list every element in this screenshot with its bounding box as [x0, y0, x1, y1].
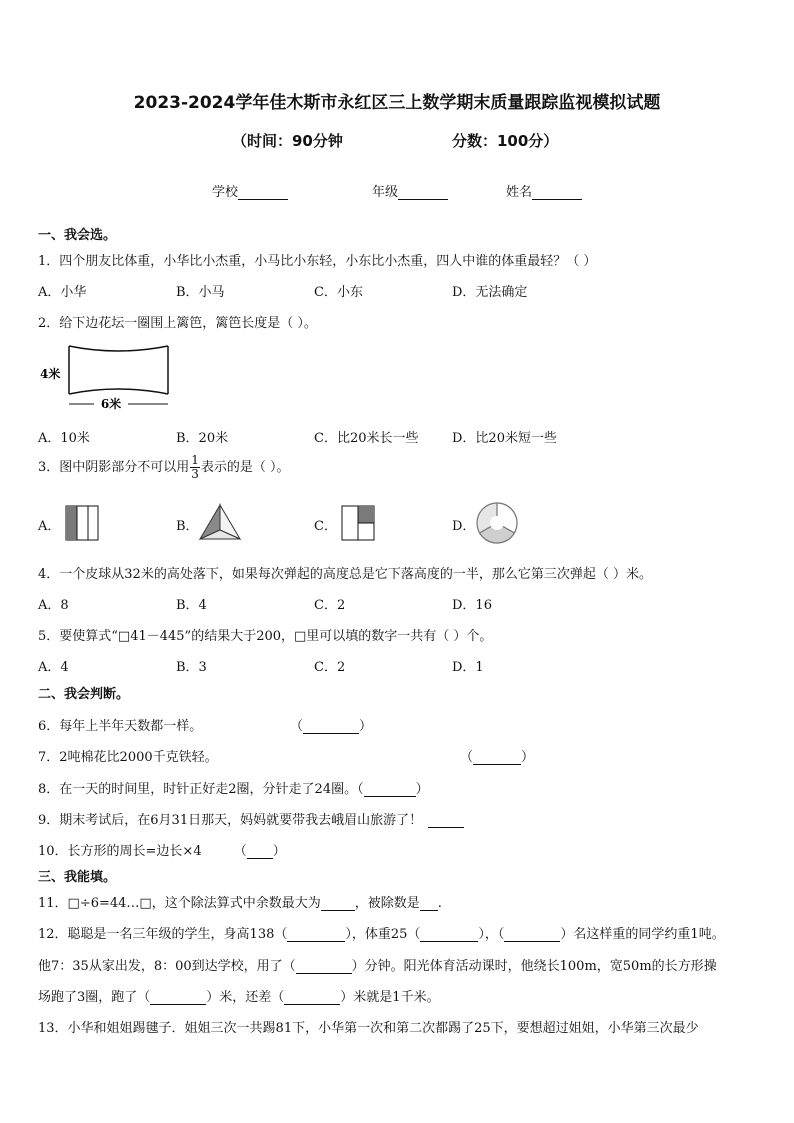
fig-width-label: 6米	[100, 397, 122, 411]
q1-option-c[interactable]: C．小东	[314, 285, 363, 300]
q12-blank-minutes[interactable]	[296, 961, 352, 974]
section2-title: 二、我会判断。	[38, 687, 130, 702]
q3-figure-c	[340, 505, 376, 541]
q6-answer-blank[interactable]: （ ）	[290, 719, 373, 734]
name-line[interactable]	[532, 185, 582, 200]
q10-answer-blank[interactable]: （ ）	[233, 844, 286, 859]
q3-option-a[interactable]: A．	[38, 519, 61, 534]
grade-field[interactable]	[372, 181, 448, 200]
exam-time: （时间：90分钟	[232, 132, 343, 150]
question-3	[38, 454, 290, 481]
q5-option-b[interactable]: B．3	[176, 660, 207, 675]
q3-option-d[interactable]: D．	[452, 519, 476, 534]
shaded-quarter	[358, 506, 374, 523]
question-10: 10．长方形的周长=边长×4 （ ）	[38, 844, 286, 859]
q3-figure-a	[64, 505, 100, 541]
school-label: 学校	[212, 185, 239, 200]
q3-option-c[interactable]: C．	[314, 519, 337, 534]
school-field[interactable]	[212, 181, 288, 200]
q5-option-c[interactable]: C．2	[314, 660, 346, 675]
q12-blank-distance[interactable]	[150, 992, 206, 1005]
q7-answer-blank[interactable]: （ ）	[460, 750, 535, 765]
q2-option-a[interactable]: A．10米	[38, 431, 90, 446]
flowerbed-figure	[38, 338, 178, 414]
q12-blank-remaining[interactable]	[284, 992, 340, 1005]
question-13: 13．小华和姐姐踢毽子．姐姐三次一共踢81下，小华第一次和第二次都踢了25下，要想超过姐姐，小华第三次最少	[38, 1021, 699, 1036]
name-label: 姓名	[506, 185, 533, 200]
q3-figure-b	[196, 503, 244, 543]
question-5: 5．要使算式“□41－445”的结果大于200，□里可以填的数字一共有（ ）个。	[38, 629, 493, 644]
fraction-numerator: 1	[191, 453, 199, 467]
q5-option-d[interactable]: D．1	[452, 660, 484, 675]
question-9: 9．期末考试后，在6月31日那天，妈妈就要带我去峨眉山旅游了！	[38, 809, 464, 828]
one-third-fraction	[190, 454, 200, 481]
q3-figure-d	[474, 500, 520, 546]
q4-option-c[interactable]: C．2	[314, 598, 346, 613]
fraction-denominator: 3	[191, 467, 199, 481]
question-12-line3: 场跑了3圈，跑了（ ）米，还差（ ）米就是1千米。	[38, 990, 440, 1005]
q12-blank-height-unit[interactable]	[287, 929, 345, 942]
q4-option-b[interactable]: B．4	[176, 598, 207, 613]
q4-option-d[interactable]: D．16	[452, 598, 492, 613]
q12-blank-count[interactable]	[504, 929, 560, 942]
question-1: 1．四个朋友比体重，小华比小杰重，小马比小东轻，小东比小杰重，四人中谁的体重最轻？（ ）	[38, 254, 597, 269]
q1-option-a[interactable]: A．小华	[38, 285, 87, 300]
q2-option-c[interactable]: C．比20米长一些	[314, 431, 419, 446]
section3-title: 三、我能填。	[38, 870, 117, 885]
exam-score: 分数：100分）	[452, 132, 559, 150]
q11-blank-dividend[interactable]	[420, 898, 438, 911]
question-12-line2: 他7：35从家出发，8：00到达学校，用了（ ）分钟。阳光体育活动课时，他绕长100m，宽50m的长方形操	[38, 959, 717, 974]
question-2: 2．给下边花坛一圈围上篱笆，篱笆长度是（ ）。	[38, 316, 317, 331]
q3-text-after: 表示的是（ ）。	[200, 460, 290, 475]
shaded-third	[66, 506, 77, 540]
q8-answer-blank[interactable]	[364, 784, 416, 797]
school-line[interactable]	[238, 185, 288, 200]
section1-title: 一、我会选。	[38, 228, 117, 243]
q9-answer-blank[interactable]	[428, 815, 464, 828]
q4-option-a[interactable]: A．8	[38, 598, 69, 613]
q2-option-b[interactable]: B．20米	[176, 431, 229, 446]
name-field[interactable]	[506, 181, 582, 200]
q5-option-a[interactable]: A．4	[38, 660, 69, 675]
question-8: 8．在一天的时间里，时针正好走2圈，分针走了24圈。（ ）	[38, 782, 429, 797]
q12-blank-weight-unit[interactable]	[420, 929, 478, 942]
question-12-line1: 12．聪聪是一名三年级的学生，身高138（ ），体重25（ ），（ ）名这样重的同学约重1吨。	[38, 927, 725, 942]
q1-option-d[interactable]: D．无法确定	[452, 285, 528, 300]
q3-option-b[interactable]: B．	[176, 519, 199, 534]
grade-label: 年级	[372, 185, 399, 200]
question-7: 7．2吨棉花比2000千克铁轻。	[38, 750, 218, 765]
question-11: 11．□÷6=44…□，这个除法算式中余数最大为 ，被除数是 .	[38, 896, 442, 911]
page-title: 2023-2024学年佳木斯市永红区三上数学期末质量跟踪监视模拟试题	[133, 93, 661, 113]
flowerbed-bottom-curve	[69, 389, 168, 394]
fig-height-label: 4米	[40, 367, 61, 381]
q2-option-d[interactable]: D．比20米短一些	[452, 431, 557, 446]
q3-text-before: 3．图中阴影部分不可以用	[38, 460, 190, 475]
grade-line[interactable]	[398, 185, 448, 200]
q1-option-b[interactable]: B．小马	[176, 285, 225, 300]
flowerbed-top-curve	[69, 346, 168, 351]
question-4: 4．一个皮球从32米的高处落下，如果每次弹起的高度总是它下落高度的一半，那么它第三次弹起（ ）米。	[38, 567, 652, 582]
q11-blank-max-remainder[interactable]	[321, 898, 355, 911]
question-6: 6．每年上半年天数都一样。	[38, 719, 203, 734]
